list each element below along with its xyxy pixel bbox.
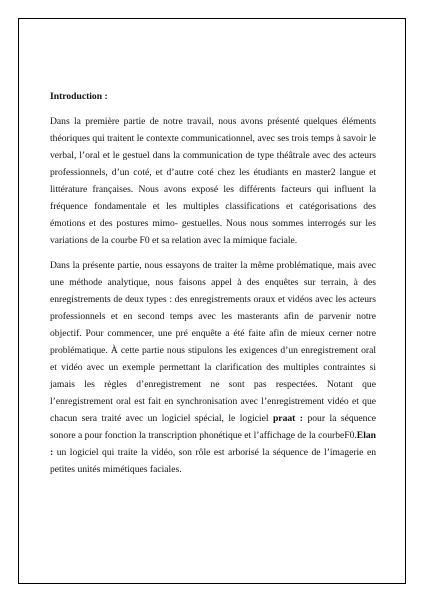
document-body bbox=[50, 88, 376, 486]
paragraph-intro: Dans la première partie de notre travail, nous avons présenté quelques éléments théoriques qui traitent le contexte communicationnel, avec ses trois temps à savoir le verbal, l’oral et le gestuel dans la communication de type théâtrale avec des acteurs professionnels, d’un coté, et d’autre coté chez les étudiants en master2 langue et littérature françaises. Nous avons exposé les différents facteurs qui influent la fréquence fondamentale et les multiples classifications et catégorisations des émotions et des postures mimo- gestuelles. Nous nous sommes interrogés sur les variations de la courbe F0 et sa relation avec la mimique faciale. bbox=[50, 116, 376, 246]
elan-term: Elan : bbox=[50, 430, 376, 458]
praat-term: praat : bbox=[272, 413, 303, 424]
section-heading: Introduction : bbox=[50, 91, 108, 102]
paragraph-method bbox=[50, 257, 376, 478]
paragraph-method-part2: pour la séquence sonore a pour fonction la transcription phonétique et l’affichage de la courbeF0. bbox=[50, 413, 376, 441]
paragraph-method-part1: Dans la présente partie, nous essayons de traiter la même problématique, mais avec une méthode analytique, nous faisons appel à des enquêtes sur terrain, à des enregistrements de deux types : des enregistrements oraux et vidéos avec les acteurs professionnels et en second temps avec les masterants afin de parvenir notre objectif. Pour commencer, une pré enquête a été faite afin de mieux cerner notre problématique. À cette partie nous stipulons les exigences d’un enregistrement oral et vidéo avec un exemple permettant la clarification des multiples contraintes si jamais les règles d’enregistrement ne sont pas respectées. Notant que l’enregistrement oral est fait en synchronisation avec l’enregistrement vidéo et que chacun sera traité avec un logiciel spécial, le logiciel bbox=[50, 260, 376, 424]
paragraph-method-part3: un logiciel qui traite la vidéo, son rôle est arborisé la séquence de l’imagerie en petites unités mimétiques faciales. bbox=[50, 447, 376, 475]
